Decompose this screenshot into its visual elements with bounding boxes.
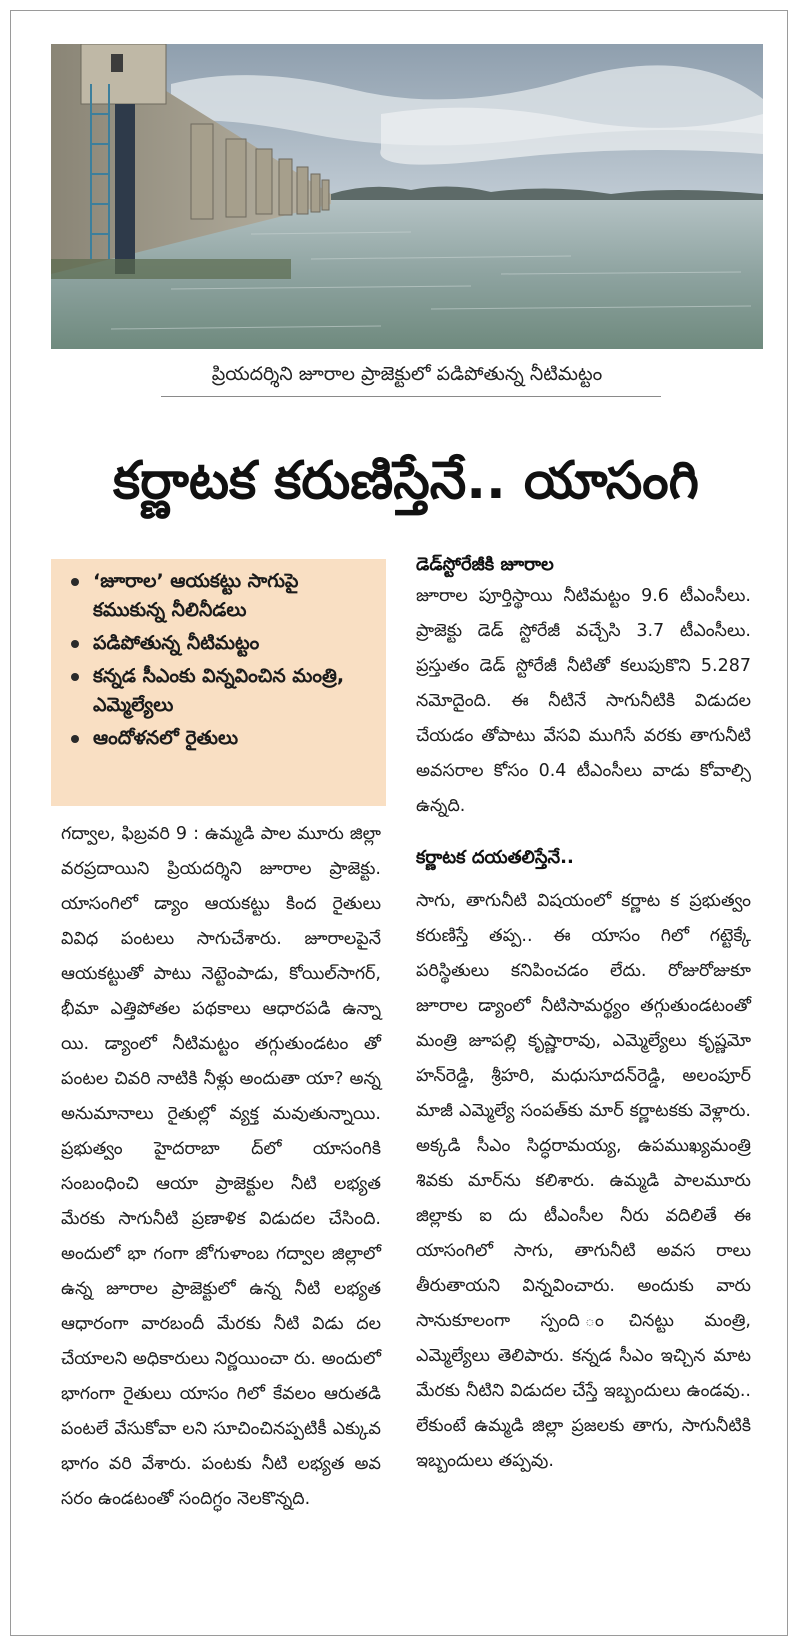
right-column bbox=[416, 551, 751, 1479]
highlight-text: పడిపోతున్న నీటిమట్టం bbox=[93, 632, 260, 654]
highlight-item bbox=[71, 567, 376, 625]
newspaper-clipping bbox=[10, 10, 788, 1636]
highlights-box bbox=[51, 559, 386, 806]
body-paragraph-right-2: సాగు, తాగునీటి విషయంలో కర్ణాట క ప్రభుత్వం కరుణిస్తే తప్ప.. ఈ యాసం గిలో గట్టెక్కే పరిస్థితులు కనిపించడం లేదు. రోజురోజుకూ జూరాల డ్యాంలో నీటిసామర్థ్యం తగ్గుతుండటంతో మంత్రి జూపల్లి కృష్ణారావు, ఎమ్మెల్యేలు కృష్ణమో హన్‌రెడ్డి, శ్రీహరి, మధుసూదన్‌రెడ్డి, అలంపూర్ మాజీ ఎమ్మెల్యే సంపత్‌కు మార్ కర్ణాటకకు వెళ్లారు. అక్కడి సీఎం సిద్ధరామయ్య, ఉపముఖ్యమంత్రి శివకు మార్‌ను కలిశారు. ఉమ్మడి పాలమూరు జిల్లాకు ఐ దు టీఎంసీల నీరు వదిలితే ఈ యాసంగిలో సాగు, తాగునీటి అవస రాలు తీరుతాయని విన్నవించారు. అందుకు వారు సానుకూలంగా స్పంది ంచినట్టు మంత్రి, ఎమ్మెల్యేలు తెలిపారు. కన్నడ సీఎం ఇచ్చిన మాట మేరకు నీటిని విడుదల చేస్తే ఇబ్బందులు ఉండవు.. లేకుంటే ఉమ్మడి జిల్లా ప్రజలకు తాగు, సాగునీటికి ఇబ్బందులు తప్పవు. bbox=[416, 891, 751, 1471]
headline: కర్ణాటక కరుణిస్తేనే.. యాసంగి bbox=[113, 451, 699, 511]
highlight-text: కన్నడ సీఎంకు విన్నవించిన మంత్రి, ఎమ్మెల్యేలు bbox=[93, 665, 345, 716]
bullet-icon bbox=[71, 640, 79, 648]
highlight-item bbox=[71, 662, 376, 720]
body-paragraph-left: గద్వాల, ఫిబ్రవరి 9 : ఉమ్మడి పాల మూరు జిల్లా వరప్రదాయిని ప్రియదర్శిని జూరాల ప్రాజెక్టు. యాసంగిలో డ్యాం ఆయకట్టు కింద రైతులు వివిధ పంటలు సాగుచేశారు. జూరాలపైనే ఆయకట్టుతో పాటు నెట్టెంపాడు, కోయిల్‌సాగర్‌, భీమా ఎత్తిపోతల పథకాలు ఆధారపడి ఉన్నా యి. డ్యాంలో నీటిమట్టం తగ్గుతుండటం తో పంటల చివరి నాటికి నీళ్లు అందుతా యా? అన్న అనుమానాలు రైతుల్లో వ్యక్త మవుతున్నాయి. ప్రభుత్వం హైదరాబా ద్‌లో యాసంగికి సంబంధించి ఆయా ప్రాజెక్టుల నీటి లభ్యత మేరకు సాగునీటి ప్రణాళిక విడుదల చేసింది. అందులో భా గంగా జోగుళాంబ గద్వాల జిల్లాలో ఉన్న జూరాల ప్రాజెక్టులో ఉన్న నీటి లభ్యత ఆధారంగా వారబందీ మేరకు నీటి విడు దల చేయాలని అధికారులు నిర్ణయించా రు. అందులో భాగంగా రైతులు యాసం గిలో కేవలం ఆరుతడి పంటలే వేసుకోవా లని సూచించినప్పటికీ ఎక్కువ భాగం వరి వేశారు. పంటకు నీటి లభ్యత అవ సరం ఉండటంతో సందిగ్ధం నెలకొన్నది. bbox=[61, 824, 381, 1509]
highlight-item bbox=[71, 724, 376, 753]
highlight-item bbox=[71, 629, 376, 658]
subheading-karnataka: కర్ణాటక దయతలిస్తేనే.. bbox=[416, 847, 574, 868]
subheading-dead-storage: డెడ్‌స్టోరేజీకి జూరాల bbox=[416, 554, 554, 575]
body-paragraph-right-1: జూరాల పూర్తిస్థాయి నీటిమట్టం 9.6 టీఎంసీలు. ప్రాజెక్టు డెడ్ స్టోరేజీ వచ్చేసి 3.7 టీఎంసీలు. ప్రస్తుతం డెడ్ స్టోరేజీ నీటితో కలుపుకొని 5.287 నమోదైంది. ఈ నీటినే సాగునీటికి విడుదల చేయడం తోపాటు వేసవి ముగిసే వరకు తాగునీటి అవసరాల కోసం 0.4 టీఎంసీలు వాడు కోవాల్సి ఉన్నది. bbox=[416, 586, 751, 816]
bullet-icon bbox=[71, 673, 79, 681]
bullet-icon bbox=[71, 735, 79, 743]
dam-reservoir-photo bbox=[51, 44, 763, 349]
left-column bbox=[61, 817, 381, 1517]
caption-divider bbox=[161, 396, 661, 397]
photo-caption: ప్రియదర్శిని జూరాల ప్రాజెక్టులో పడిపోతున్న నీటిమట్టం bbox=[211, 363, 603, 385]
highlight-text: ‘జూరాల’ ఆయకట్టు సాగుపై కముకున్న నీలినీడలు bbox=[93, 570, 299, 621]
bullet-icon bbox=[71, 578, 79, 586]
highlight-text: ఆందోళనలో రైతులు bbox=[93, 727, 239, 749]
